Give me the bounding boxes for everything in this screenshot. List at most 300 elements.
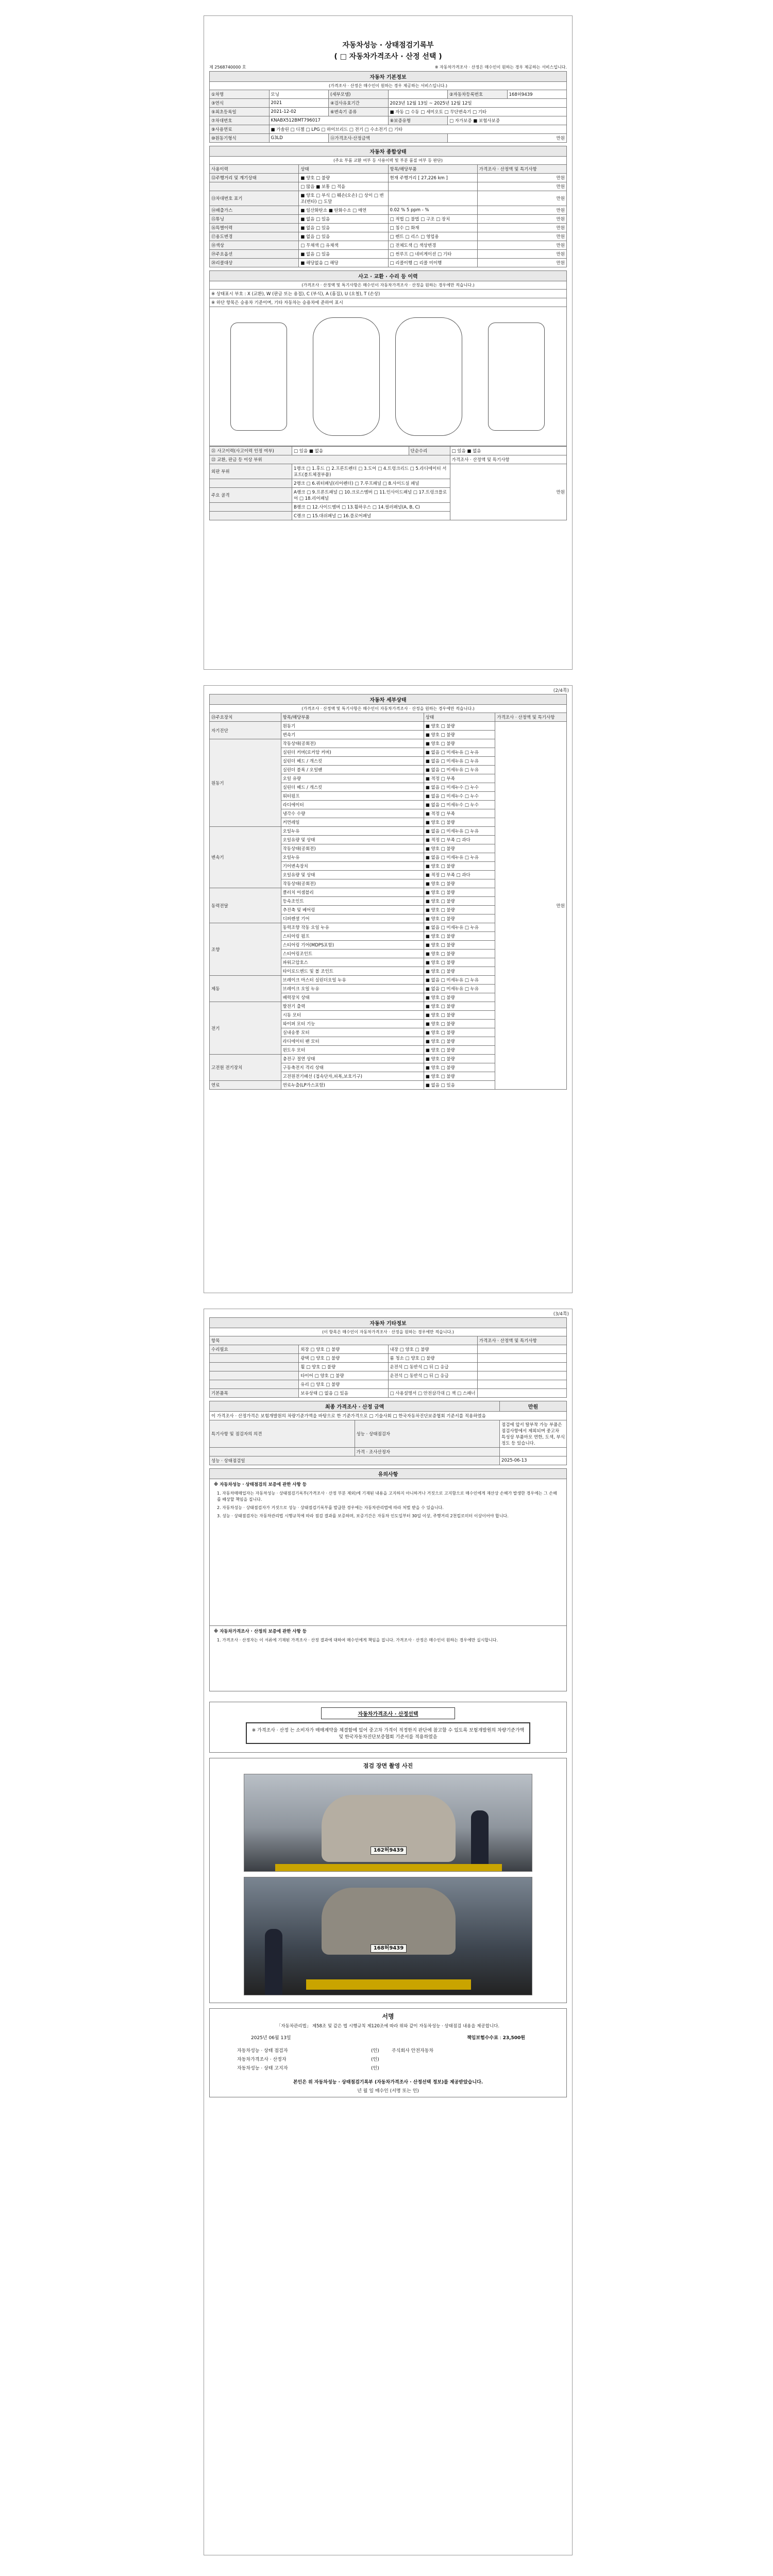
detail-state: ■ 적정 □ 부족 □ 과다 — [424, 871, 495, 879]
etc-price-cell — [477, 1389, 566, 1398]
status-detail: □ 리콜이행 □ 리콜 미이행 — [388, 259, 477, 267]
car-right-view — [488, 323, 545, 431]
status-state: □ 무채색 □ 유채색 — [299, 241, 388, 250]
accident-title: 사고 · 교환 · 수리 등 이력 — [210, 271, 567, 281]
model-value — [388, 90, 448, 99]
status-title: 자동차 종합상태 — [210, 146, 567, 157]
status-item: ⑰용도변경 — [210, 232, 299, 241]
detail-state: ■ 양호 □ 불량 — [424, 1011, 495, 1020]
detail-col-item: 항목/해당부품 — [281, 713, 424, 722]
detail-item: 기어변속장치 — [281, 862, 424, 871]
page-number-2: (2/4쪽) — [553, 688, 569, 693]
fuel-label: ⑨사용연료 — [210, 125, 270, 134]
detail-col-state: 상태 — [424, 713, 495, 722]
page-1 — [204, 15, 573, 670]
status-state: ■ 없음 □ 있음 — [299, 224, 388, 232]
notice-text-space — [210, 1522, 566, 1625]
etc-cell: □ 사용설명서 □ 안전삼각대 □ 잭 □ 스패너 — [388, 1389, 477, 1398]
crank-list: C랭크 □ 15.대쉬패널 □ 16.플로어패널 — [292, 512, 450, 520]
valuation-note: 이 가격조사 · 산정가격은 보험개발원의 차량기준가액을 바탕으로 한 기준가격으로 □ 기술사회 □ 한국자동차진단보증협회 기준서를 적용하였음 — [210, 1412, 567, 1420]
detail-state: ■ 양호 □ 불량 — [424, 958, 495, 967]
detail-item: 배력장치 상태 — [281, 993, 424, 1002]
fee-label: 책임보험수수료 — [466, 2036, 498, 2041]
detail-state: ■ 양호 □ 불량 — [424, 906, 495, 914]
status-item: ⑱색상 — [210, 241, 299, 250]
etc-price-cell — [477, 1371, 566, 1380]
detail-item: 스티어링 펌프 — [281, 932, 424, 941]
inspection-validity-value: 2023년 12월 13일 ~ 2025년 12월 12일 — [388, 99, 567, 108]
etc-cell: 광택 □ 양호 □ 불량 — [299, 1354, 388, 1363]
detail-item: 실린더 커버(로커암 커버) — [281, 748, 424, 757]
price-value: 만원 — [448, 134, 567, 143]
etc-col-item: 항목 — [210, 1336, 478, 1345]
detail-item: 고전원전기배선 (접속단자,피복,보호기구) — [281, 1072, 424, 1081]
detail-item: 오일누유 — [281, 853, 424, 862]
status-price: 만원 — [477, 250, 566, 259]
page-2 — [204, 685, 573, 1293]
detail-item: 커먼레일 — [281, 818, 424, 827]
sign-date: 2025년 06월 13일 — [251, 2036, 291, 2041]
sign-buyer: 년 월 일 매수인 (서명 또는 인) — [357, 2089, 419, 2094]
accident-price: 만원 — [450, 464, 567, 520]
detail-state: ■ 양호 □ 불량 — [424, 1072, 495, 1081]
status-row — [210, 182, 567, 191]
detail-col-price: 가격조사 · 산정액 및 특기사항 — [495, 713, 567, 722]
detail-item: 냉각수 수량 — [281, 809, 424, 818]
detail-group: 원동기 — [210, 739, 281, 827]
valuation-title: 최종 가격조사 · 산정 금액 — [210, 1401, 500, 1412]
etc-row — [210, 1389, 567, 1398]
status-row — [210, 174, 567, 182]
first-registration-label: ⑤최초등록일 — [210, 108, 270, 116]
detail-state: ■ 적정 □ 부족 — [424, 809, 495, 818]
model-label: (세부모델) — [329, 90, 389, 99]
detail-item: 타이로드엔드 및 볼 조인트 — [281, 967, 424, 976]
engine-type-label: ⑩원동기형식 — [210, 134, 270, 143]
accident-detail-table — [209, 446, 567, 520]
detail-item: 라디에이터 — [281, 801, 424, 809]
status-state: ■ 없음 □ 있음 — [299, 215, 388, 224]
frame-label: 주요 골격 — [210, 488, 292, 503]
detail-item: 파워고압호스 — [281, 958, 424, 967]
detail-item: 원동기 — [281, 722, 424, 731]
rank1-list: 1랭크 □ 1.후드 □ 2.프론트펜더 □ 3.도어 □ 4.트렁크리드 □ 5.라디에이터 서포트(볼트체결부품) — [292, 464, 450, 479]
detail-state: ■ 없음 □ 미세누유 □ 누유 — [424, 853, 495, 862]
fuel-value: ■ 가솔린 □ 디젤 □ LPG □ 하이브리드 □ 전기 □ 수소전기 □ 기타 — [269, 125, 567, 134]
accident-legend: ※ 상태표시 부호 : X (교환), W (판금 또는 용접), C (부식), A (흠집), U (요철), T (손상) — [210, 290, 567, 298]
accident-history-label: ㉑ 사고이력(사고이력 인정 여부) — [210, 447, 292, 455]
detail-state: ■ 없음 □ 미세누수 □ 누수 — [424, 801, 495, 809]
sign-company: 주식회사 안전자동차 — [392, 2048, 434, 2054]
first-registration-value: 2021-12-02 — [269, 108, 329, 116]
detail-item: 실린더 헤드 / 개스킷 — [281, 757, 424, 766]
rank2-list: 2랭크 □ 6.쿼터패널(리어펜더) □ 7.루프패널 □ 8.사이드실 패널 — [292, 479, 450, 488]
detail-state: ■ 양호 □ 불량 — [424, 844, 495, 853]
sign-pricer: 자동차가격조사 · 산정자 — [237, 2057, 287, 2062]
etc-note: (이 항목은 매수인이 자동차가격조사 · 산정을 원하는 경우에만 적습니다.) — [210, 1328, 567, 1336]
detail-col-device: ㉓주요장치 — [210, 713, 281, 722]
etc-cell: 보유상태 □ 없음 □ 있음 — [299, 1389, 388, 1398]
etc-cell — [210, 1354, 299, 1363]
transmission-label: ⑥변속기 종류 — [329, 108, 389, 116]
status-state: ■ 양호 □ 부식 □ 훼손(오손) □ 상이 □ 변조(변타) □ 도말 — [299, 191, 388, 206]
accident-history-value: □ 있음 ■ 없음 — [292, 447, 409, 455]
status-price: 만원 — [477, 206, 566, 215]
detail-state: ■ 양호 □ 불량 — [424, 739, 495, 748]
exchange-price-label: 가격조사 · 산정액 및 특기사항 — [450, 455, 567, 464]
sign-dealer-mark: (인) — [371, 2066, 379, 2071]
notice-para-1: 1. 자동차매매업자는 자동차성능 · 상태점검기록부(가격조사 · 산정 부분 제외)에 기재된 내용을 고지하지 아니하거나 거짓으로 고지함으로 매수인에게 재산상 손해가 발생한 경우에는 그 손해를 배상할 책임을 집니다. — [217, 1491, 557, 1502]
detail-state: ■ 없음 □ 미세누유 □ 누유 — [424, 976, 495, 985]
accident-table — [209, 270, 567, 307]
detail-state: ■ 양호 □ 불량 — [424, 967, 495, 976]
sign-footer: 본인은 위 자동차성능 · 상태점검기록부 (자동차가격조사 · 산정선택 정보)를 제공받았습니다. — [293, 2080, 483, 2085]
detail-state: ■ 양호 □ 불량 — [424, 1046, 495, 1055]
car-left-view — [230, 323, 287, 431]
detail-item: 작동상태(공회전) — [281, 879, 424, 888]
sign-section: 서명 「자동차관리법」 제58조 및 같은 법 시행규칙 제120조에 따라 위와 같이 자동차성능 · 상태점검 내용을 제공합니다. 2025년 06월 13일 책임보험수수료 : 23,500원 자동차성능 · 상태 점검자 (인) 주식회사 안전자동차 자동차가격조사 · 산정자 (인) 자동차성능 · 상태 고지자 (인) 본인은 위 자동차성능 · 상태점검기록부 (자동차가격조사 · 산정선택 정보)를 제공받았습니다. 년 월 일 매수인 (서명 또는 인) — [209, 2008, 567, 2097]
status-detail: □ 썬루프 □ 네비게이션 □ 기타 — [388, 250, 477, 259]
status-detail: □ 렌트 □ 리스 □ 영업용 — [388, 232, 477, 241]
car-damage-diagram — [209, 307, 567, 446]
basic-info-title: 자동차 기본정보 — [210, 72, 567, 82]
detail-state: ■ 양호 □ 불량 — [424, 897, 495, 906]
selection-title: 자동차가격조사 · 산정선택 — [321, 1707, 455, 1719]
status-price: 만원 — [477, 241, 566, 250]
fee-value: 23,500원 — [502, 2036, 525, 2041]
brank-list: B랭크 □ 12.사이드멤버 □ 13.휠하우스 □ 14.필러패널(A, B, C) — [292, 503, 450, 512]
inspector-label: 성능 · 상태점검자 — [355, 1420, 500, 1448]
status-state: ■ 없음 □ 있음 — [299, 232, 388, 241]
status-row — [210, 191, 567, 206]
notice-para-4: 1. 가격조사 · 산정자는 이 서류에 기재된 가격조사 · 산정 결과에 대하여 매수인에게 책임을 집니다. 가격조사 · 산정은 매수인이 원하는 경우에만 실시합니다. — [217, 1638, 498, 1642]
detail-group: 연료 — [210, 1081, 281, 1090]
detail-group: 고전원 전기장치 — [210, 1055, 281, 1081]
status-price: 만원 — [477, 174, 566, 182]
detail-note: (가격조사 · 산정액 및 특기사항은 매수인이 자동차가격조사 · 산정을 원하는 경우에만 적습니다.) — [210, 705, 567, 713]
status-item: ⑲주요옵션 — [210, 250, 299, 259]
detail-item: 클러치 어셈블리 — [281, 888, 424, 897]
detail-item: 오일유량 및 상태 — [281, 871, 424, 879]
status-detail: 0.02 % 5 ppm - % — [388, 206, 477, 215]
page-number-3: (3/4쪽) — [553, 1312, 569, 1317]
status-detail — [388, 191, 477, 206]
detail-item: 시동 모터 — [281, 1011, 424, 1020]
detail-item: 오일 유량 — [281, 774, 424, 783]
basic-info-table — [209, 71, 567, 143]
basic-info-note: (가격조사 · 산정은 매수인이 원하는 경우 제공하는 서비스입니다.) — [210, 82, 567, 90]
status-state: ■ 해당없음 □ 해당 — [299, 259, 388, 267]
status-row — [210, 259, 567, 267]
status-price: 만원 — [477, 224, 566, 232]
status-item — [210, 182, 299, 191]
photo-title: 점검 장면 촬영 사진 — [363, 1762, 413, 1769]
detail-item: 와이퍼 모터 기능 — [281, 1020, 424, 1028]
etc-row — [210, 1345, 567, 1354]
inspection-validity-label: ④검사유효기간 — [329, 99, 389, 108]
notice-para-3: 3. 성능 · 상태점검자는 자동차관리법 시행규칙에 따라 점검 결과를 보증하며, 보증기간은 자동차 인도일부터 30일 이상, 주행거리 2천킬로미터 이상이어야 합니다. — [217, 1514, 509, 1518]
detail-item: 실내송풍 모터 — [281, 1028, 424, 1037]
detail-state: ■ 없음 □ 미세누유 □ 누유 — [424, 766, 495, 774]
status-item: ⑫주행거리 및 계기상태 — [210, 174, 299, 182]
detail-state: ■ 양호 □ 불량 — [424, 950, 495, 958]
inspection-date-value: 2025-06-13 — [500, 1456, 567, 1465]
license-plate-2: 168허9439 — [371, 1944, 407, 1953]
detail-item: 스티어링 기어(MDPS포함) — [281, 941, 424, 950]
detail-state: ■ 양호 □ 불량 — [424, 941, 495, 950]
detail-state: ■ 양호 □ 불량 — [424, 888, 495, 897]
outer-panel-label: 외판 부위 — [210, 464, 292, 479]
detail-state: ■ 양호 □ 불량 — [424, 1055, 495, 1063]
detail-item: 등속조인트 — [281, 897, 424, 906]
detail-item: 동력조향 작동 오일 누유 — [281, 923, 424, 932]
status-table — [209, 146, 567, 267]
inspector-figure-2 — [265, 1929, 282, 1995]
etc-cell: 휠 □ 양호 □ 불량 — [299, 1363, 388, 1371]
status-state: ■ 없음 □ 있음 — [299, 250, 388, 259]
detail-item: 디퍼렌셜 기어 — [281, 914, 424, 923]
status-state: □ 많음 ■ 보통 □ 적음 — [299, 182, 388, 191]
detail-title: 자동차 세부상태 — [210, 694, 567, 705]
detail-state: ■ 없음 □ 미세누유 □ 누유 — [424, 827, 495, 836]
arank-list: A랭크 □ 9.프론트패널 □ 10.크로스멤버 □ 11.인사이드패널 □ 17.트렁크플로어 □ 18.리어패널 — [292, 488, 450, 503]
etc-cell: 기본품목 — [210, 1389, 299, 1398]
detail-state: ■ 없음 □ 미세누유 □ 누유 — [424, 985, 495, 993]
detail-state: ■ 양호 □ 불량 — [424, 862, 495, 871]
etc-price-cell — [477, 1380, 566, 1389]
etc-cell: 외장 □ 양호 □ 불량 — [299, 1345, 388, 1354]
status-price: 만원 — [477, 191, 566, 206]
sign-pricer-mark: (인) — [371, 2057, 379, 2062]
exchange-label: ㉒ 교환, 판금 등 이상 부위 — [210, 455, 450, 464]
status-row — [210, 250, 567, 259]
notice-heading-1: ※ 자동차성능 · 상태점검의 보증에 관한 사항 등 — [214, 1482, 307, 1487]
car-name-label: ①차명 — [210, 90, 270, 99]
status-detail — [388, 182, 477, 191]
vin-label: ⑦차대번호 — [210, 116, 270, 125]
status-price: 만원 — [477, 259, 566, 267]
detail-state: ■ 양호 □ 불량 — [424, 1063, 495, 1072]
etc-cell: 타이어 □ 양호 □ 불량 — [299, 1371, 388, 1380]
status-col-detail: 항목/해당부품 — [388, 165, 477, 174]
warranty-label: ⑧보증유형 — [388, 116, 448, 125]
detail-group: 변속기 — [210, 827, 281, 888]
status-col-state: 상태 — [299, 165, 388, 174]
valuation-table — [209, 1401, 567, 1465]
status-item: ⑭배출가스 — [210, 206, 299, 215]
notice-title: 유의사항 — [210, 1469, 566, 1479]
vin-value: KNABX512BMT796017 — [269, 116, 388, 125]
price-label: ⑪가격조사·산정금액 — [329, 134, 448, 143]
detail-item: 연료누출(LP가스포함) — [281, 1081, 424, 1090]
status-item: ⑮튜닝 — [210, 215, 299, 224]
status-item: ⑯특별이력 — [210, 224, 299, 232]
detail-item: 오일누유 — [281, 827, 424, 836]
plate-value: 168허9439 — [507, 90, 567, 99]
status-state: ■ 양호 □ 불량 — [299, 174, 388, 182]
etc-row — [210, 1371, 567, 1380]
detail-item: 스티어링조인트 — [281, 950, 424, 958]
special-label: 특기사항 및 점검자의 의견 — [210, 1420, 355, 1448]
page-3 — [204, 1309, 573, 2555]
doc-subtitle: ( □ 자동차가격조사 · 산정 선택 ) — [334, 53, 442, 61]
accident-legend-2: ※ 하단 항목은 승용차 기준이며, 기타 자동차는 승용차에 준하여 표시 — [210, 298, 567, 307]
notice-heading-2: ※ 자동차가격조사 · 산정의 보증에 관한 사항 등 — [210, 1625, 566, 1636]
detail-item: 브레이크 마스터 실린더오일 누유 — [281, 976, 424, 985]
year-value: 2021 — [269, 99, 329, 108]
detail-state: ■ 양호 □ 불량 — [424, 914, 495, 923]
detail-state: ■ 양호 □ 불량 — [424, 731, 495, 739]
detail-item: 워터펌프 — [281, 792, 424, 801]
status-detail: □ 전체도색 □ 색상변경 — [388, 241, 477, 250]
inspection-date-label: 성능 · 상태점검일 — [210, 1456, 500, 1465]
detail-item: 발전기 출력 — [281, 1002, 424, 1011]
detail-item: 구동축전지 격리 상태 — [281, 1063, 424, 1072]
transmission-value: ■ 자동 □ 수동 □ 세미오토 □ 무단변속기 □ 기타 — [388, 108, 567, 116]
detail-state: ■ 없음 □ 미세누수 □ 누수 — [424, 792, 495, 801]
inspector-figure — [471, 1810, 489, 1867]
detail-item: 추진축 및 베어링 — [281, 906, 424, 914]
accident-note: (가격조사 · 산정액 및 특기사항은 매수인이 자동차가격조사 · 산정을 원하는 경우에만 적습니다.) — [210, 281, 567, 290]
status-detail: □ 침수 □ 화재 — [388, 224, 477, 232]
status-item: ⑳리콜대상 — [210, 259, 299, 267]
sign-title: 서명 — [382, 2013, 394, 2020]
simple-repair-value: □ 있음 ■ 없음 — [450, 447, 567, 455]
etc-cell — [388, 1380, 477, 1389]
doc-meta-note: ※ 자동차가격조사 · 산정은 매수인이 원하는 경우 제공하는 서비스입니다. — [434, 65, 567, 70]
detail-item: 오일유량 및 상태 — [281, 836, 424, 844]
simple-repair-label: 단순수리 — [409, 447, 450, 455]
etc-row — [210, 1354, 567, 1363]
detail-table — [209, 694, 567, 1090]
etc-cell: 유리 □ 양호 □ 불량 — [299, 1380, 388, 1389]
sign-inspector-mark: (인) — [371, 2048, 379, 2054]
detail-state: ■ 양호 □ 불량 — [424, 1002, 495, 1011]
detail-group: 동력전달 — [210, 888, 281, 923]
car-name-value: 모닝 — [269, 90, 329, 99]
status-price: 만원 — [477, 182, 566, 191]
status-row — [210, 215, 567, 224]
detail-state: ■ 없음 □ 미세누유 □ 누유 — [424, 757, 495, 766]
detail-state: ■ 양호 □ 불량 — [424, 1020, 495, 1028]
etc-price-cell — [477, 1354, 566, 1363]
status-col-price: 가격조사 · 산정액 및 특기사항 — [477, 165, 566, 174]
detail-state: ■ 적정 □ 부족 — [424, 774, 495, 783]
detail-group: 제동 — [210, 976, 281, 1002]
detail-state: ■ 양호 □ 불량 — [424, 993, 495, 1002]
photo-section — [209, 1758, 567, 2003]
detail-state: ■ 양호 □ 불량 — [424, 879, 495, 888]
notice-box — [209, 1468, 567, 1691]
sign-dealer: 자동차성능 · 상태 고지자 — [237, 2066, 288, 2071]
notice-para-2: 2. 자동차성능 · 상태점검자가 거짓으로 성능 · 상태점검기록부를 발급한 경우에는 자동차관리법에 따라 처벌 받을 수 있습니다. — [217, 1505, 444, 1510]
doc-number: 제 2568740000 호 — [209, 65, 246, 70]
year-label: ③연식 — [210, 99, 270, 108]
etc-table — [209, 1317, 567, 1398]
detail-group: 전기 — [210, 1002, 281, 1055]
status-row — [210, 206, 567, 215]
detail-state: ■ 양호 □ 불량 — [424, 722, 495, 731]
license-plate-1: 162허9439 — [371, 1846, 407, 1855]
detail-state: ■ 양호 □ 불량 — [424, 1028, 495, 1037]
plate-label: ②자동차등록번호 — [448, 90, 508, 99]
status-row — [210, 241, 567, 250]
lift-image-2 — [306, 1979, 471, 1990]
etc-cell: 운전석 □ 동반석 □ 뒤 □ 응급 — [388, 1371, 477, 1380]
etc-cell — [210, 1371, 299, 1380]
status-item: ⑬차대번호 표기 — [210, 191, 299, 206]
status-col-item: 사용이력 — [210, 165, 299, 174]
detail-state: ■ 없음 □ 미세누유 □ 누유 — [424, 748, 495, 757]
pricer-label: 가격 · 조사산정자 — [355, 1448, 500, 1456]
sign-table — [236, 2046, 524, 2072]
status-row — [210, 224, 567, 232]
engine-type-value: G3LD — [269, 134, 329, 143]
detail-item: 실린더 헤드 / 개스킷 — [281, 783, 424, 792]
status-detail: 현재 주행거리 [ 27,226 km ] — [388, 174, 477, 182]
detail-group: 조향 — [210, 923, 281, 976]
special-text: 점검에 앞서 탈부착 가능 부품은 점검사항에서 제외되며 중고차 특성상 부품마모 연한, 도색, 부식정도 등 있습니다. — [500, 1420, 567, 1448]
etc-cell: 룸 청소 □ 양호 □ 불량 — [388, 1354, 477, 1363]
status-detail: □ 적법 □ 불법 □ 구조 □ 장치 — [388, 215, 477, 224]
detail-item: 윈도우 모터 — [281, 1046, 424, 1055]
detail-item: 작동상태(공회전) — [281, 739, 424, 748]
detail-state: ■ 적정 □ 부족 □ 과다 — [424, 836, 495, 844]
detail-state: ■ 없음 □ 있음 — [424, 1081, 495, 1090]
detail-row — [210, 722, 567, 731]
inspection-photo-front — [244, 1774, 532, 1872]
sign-inspector: 자동차성능 · 상태 점검자 — [237, 2048, 288, 2054]
valuation-unit: 만원 — [500, 1401, 567, 1412]
detail-item: 충전구 절연 상태 — [281, 1055, 424, 1063]
selection-text: ※ 가격조사 · 산정 는 소비자가 매매계약을 체결함에 있어 중고차 가격이 적정한지 판단에 참고할 수 있도록 보험개발원의 차량기준가액 및 한국자동차진단보증협회 기준서를 적용하였음 — [246, 1722, 530, 1744]
etc-cell — [210, 1380, 299, 1389]
detail-state: ■ 양호 □ 불량 — [424, 1037, 495, 1046]
detail-state: ■ 양호 □ 불량 — [424, 818, 495, 827]
detail-state: ■ 없음 □ 미세누수 □ 누수 — [424, 783, 495, 792]
etc-col-price: 가격조사 · 산정액 및 특기사항 — [477, 1336, 566, 1345]
status-price: 만원 — [477, 232, 566, 241]
etc-cell — [210, 1363, 299, 1371]
car-top-view — [313, 317, 380, 436]
sign-text: 「자동차관리법」 제58조 및 같은 법 시행규칙 제120조에 따라 위와 같이 자동차성능 · 상태점검 내용을 제공합니다. — [276, 2024, 500, 2029]
detail-state: ■ 없음 □ 미세누유 □ 누유 — [424, 923, 495, 932]
detail-item: 실린더 블록 / 오일팬 — [281, 766, 424, 774]
car-frame-view — [395, 317, 462, 436]
etc-row — [210, 1380, 567, 1389]
detail-item: 브레이크 오일 누유 — [281, 985, 424, 993]
notice-text-space-2 — [210, 1645, 566, 1691]
etc-title: 자동차 기타정보 — [210, 1318, 567, 1328]
etc-cell: 내장 □ 양호 □ 불량 — [388, 1345, 477, 1354]
inspection-photo-underside — [244, 1877, 532, 1995]
warranty-value: □ 자가보증 ■ 보험사보증 — [448, 116, 567, 125]
detail-item: 라디에이터 팬 모터 — [281, 1037, 424, 1046]
selection-box — [209, 1702, 567, 1753]
detail-item: 작동상태(공회전) — [281, 844, 424, 853]
detail-price: 만원 — [495, 722, 567, 1090]
detail-group: 자기진단 — [210, 722, 281, 739]
etc-row — [210, 1363, 567, 1371]
detail-state: ■ 양호 □ 불량 — [424, 932, 495, 941]
status-note: (주요 부품 교환 여부 등 사용이력 및 부분 품질 여부 등 판단) — [210, 157, 567, 165]
etc-price-cell — [477, 1345, 566, 1354]
status-price: 만원 — [477, 215, 566, 224]
doc-title: 자동차성능 · 상태점검기록부 — [342, 41, 434, 49]
status-state: ■ 일산화탄소 ■ 탄화수소 □ 매연 — [299, 206, 388, 215]
etc-cell: 수리필요 — [210, 1345, 299, 1354]
status-row — [210, 232, 567, 241]
